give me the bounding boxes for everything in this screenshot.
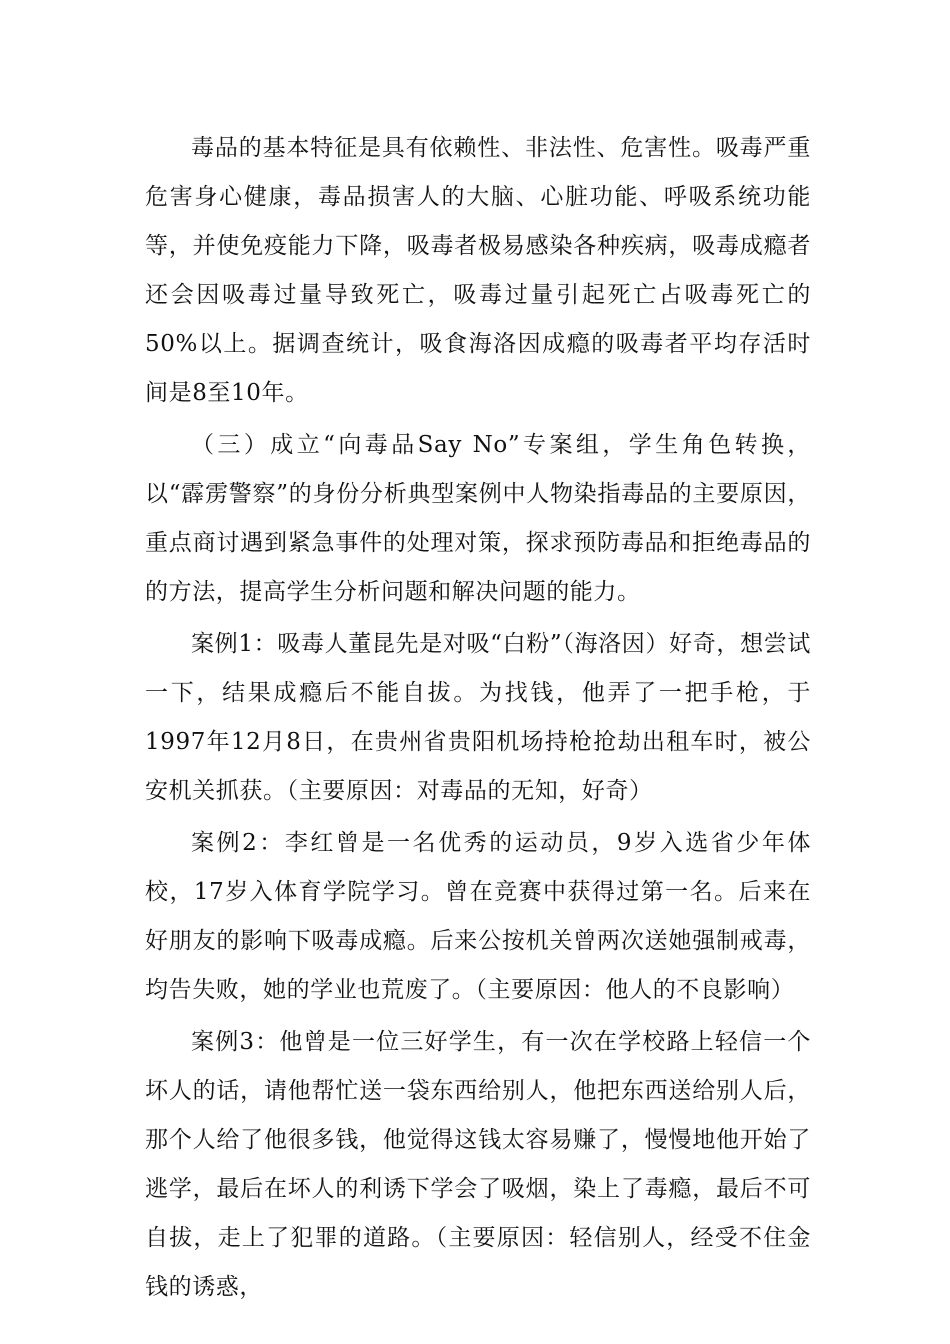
paragraph-case-3: 案例3：他曾是一位三好学生，有一次在学校路上轻信一个坏人的话，请他帮忙送一袋东西给别人，他把东西送给别人后，那个人给了他很多钱，他觉得这钱太容易赚了，慢慢地他开始了逃学，最后在坏人的利诱下学会了吸烟，染上了毒瘾，最后不可自拔，走上了犯罪的道路。（主要原因：轻信别人，经受不住金钱的诱惑， — [145, 1029, 811, 1300]
paragraph-drug-characteristics: 毒品的基本特征是具有依赖性、非法性、危害性。吸毒严重危害身心健康，毒品损害人的大脑、心脏功能、呼吸系统功能等，并使免疫能力下降，吸毒者极易感染各种疾病，吸毒成瘾者还会因吸毒过量导致死亡，吸毒过量引起死亡占吸毒死亡的50%以上。据调查统计，吸食海洛因成瘾的吸毒者平均存活时间是8至10年。 — [145, 135, 811, 406]
document-body — [145, 124, 811, 1315]
paragraph-task-group: （三）成立“向毒品Say No”专案组，学生角色转换，以“霹雳警察”的身份分析典型案例中人物染指毒品的主要原因，重点商讨遇到紧急事件的处理对策，探求预防毒品和拒绝毒品的的方法，提高学生分析问题和解决问题的能力。 — [145, 432, 811, 605]
paragraph-case-1: 案例1：吸毒人董昆先是对吸“白粉”（海洛因）好奇，想尝试一下，结果成瘾后不能自拔。为找钱，他弄了一把手枪，于1997年12月8日，在贵州省贵阳机场持枪抢劫出租车时，被公安机关抓获。（主要原因：对毒品的无知，好奇） — [145, 631, 811, 804]
paragraph-case-2: 案例2：李红曾是一名优秀的运动员，9岁入选省少年体校，17岁入体育学院学习。曾在竞赛中获得过第一名。后来在好朋友的影响下吸毒成瘾。后来公按机关曾两次送她强制戒毒，均告失败，她的学业也荒废了。（主要原因：他人的不良影响） — [145, 830, 811, 1003]
